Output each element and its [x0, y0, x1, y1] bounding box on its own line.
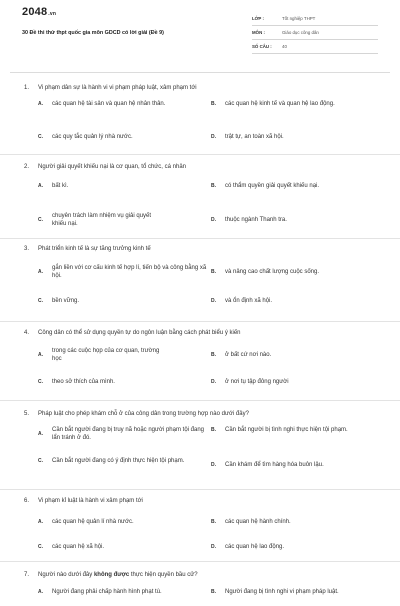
option-label: D.: [211, 134, 216, 140]
meta-row-class: [252, 12, 378, 26]
question-text-pre: Người nào dưới đây: [38, 572, 94, 578]
option-label: A.: [38, 183, 43, 189]
option-d[interactable]: [211, 378, 381, 386]
question-3: [0, 239, 400, 322]
option-label: D.: [211, 544, 216, 550]
question-list: [0, 78, 400, 606]
option-d[interactable]: [211, 297, 381, 305]
meta-key: SỐ CÂU :: [252, 44, 272, 49]
option-b[interactable]: [211, 100, 381, 108]
header-divider: [10, 72, 390, 73]
option-label: D.: [211, 462, 216, 468]
option-text: gắn liền với cơ cấu kinh tế hợp lí, tiến bộ và công bằng xã hội.: [52, 265, 207, 279]
option-text: có thẩm quyền giải quyết khiếu nại.: [225, 183, 320, 189]
question-text: Vi phạm dân sự là hành vi vi phạm pháp luật, xâm phạm tới: [38, 85, 197, 91]
question-number: 1.: [24, 85, 30, 91]
question-text: Vi phạm kỉ luật là hành vi xâm phạm tới: [38, 498, 143, 504]
option-text: trong các cuộc họp của cơ quan, trường học: [52, 348, 160, 362]
question-number: 7.: [24, 572, 30, 578]
option-a[interactable]: [38, 182, 208, 190]
option-text: và nâng cao chất lượng cuộc sống.: [225, 269, 320, 275]
option-label: A.: [38, 101, 43, 107]
option-c[interactable]: [38, 457, 210, 465]
document-header: [0, 0, 400, 68]
question-7: [0, 562, 400, 606]
option-text: các quy tắc quản lý nhà nước.: [52, 134, 133, 140]
option-label: D.: [211, 298, 216, 304]
option-text: Người đang bị tình nghi vi phạm pháp luật.: [225, 589, 339, 595]
option-label: A.: [38, 269, 43, 275]
option-label: B.: [211, 352, 216, 358]
question-text: Công dân có thể sử dụng quyền tự do ngôn luận bằng cách phát biểu ý kiến: [38, 330, 241, 336]
option-text: Cần khám để tìm hàng hóa buôn lậu.: [225, 462, 324, 468]
option-text: trật tự, an toàn xã hội.: [225, 134, 284, 140]
option-a[interactable]: [38, 588, 210, 596]
option-b[interactable]: [211, 518, 381, 526]
option-label: B.: [211, 427, 216, 433]
question-stem: [24, 571, 384, 579]
option-label: A.: [38, 352, 43, 358]
option-text: các quan hệ kinh tế và quan hệ lao động.: [225, 101, 335, 107]
option-label: B.: [211, 101, 216, 107]
option-text: các quan hệ quản lí nhà nước.: [52, 519, 134, 525]
option-a[interactable]: [38, 100, 208, 108]
option-text: Cần bắt người đang có ý định thực hiện tội phạm.: [52, 458, 185, 464]
option-b[interactable]: [211, 426, 386, 434]
question-2: [0, 155, 400, 239]
option-label: A.: [38, 519, 43, 525]
question-1: [0, 78, 400, 155]
option-text: các quan hệ xã hội.: [52, 544, 105, 550]
option-text: và ổn định xã hội.: [225, 298, 273, 304]
option-label: C.: [38, 379, 43, 385]
site-logo[interactable]: 2048.vn: [22, 6, 57, 18]
option-label: A.: [38, 589, 43, 595]
option-b[interactable]: [211, 268, 386, 276]
question-number: 3.: [24, 246, 30, 252]
document-title: 30 Đề thi thử thpt quốc gia môn GDCD có lời giải (Đề 9): [22, 30, 164, 36]
option-label: D.: [211, 379, 216, 385]
option-label: C.: [38, 458, 43, 464]
option-label: C.: [38, 298, 43, 304]
option-text: các quan hệ tài sản và quan hệ nhân thân.: [52, 101, 166, 107]
question-text-emphasis: không được: [93, 572, 130, 578]
option-c[interactable]: [38, 378, 208, 386]
option-text: Người đang phải chấp hành hình phạt tù.: [52, 589, 162, 595]
question-number: 2.: [24, 164, 30, 170]
option-a[interactable]: [38, 518, 208, 526]
option-text: thuộc ngành Thanh tra.: [225, 217, 287, 223]
option-label: C.: [38, 544, 43, 550]
option-text: bất kì.: [52, 183, 69, 189]
option-d[interactable]: [211, 216, 381, 224]
question-text: Người giải quyết khiếu nại là cơ quan, tổ chức, cá nhân: [38, 164, 186, 170]
option-text: Cần bắt người bị tình nghi thực hiện tội phạm.: [225, 427, 348, 433]
document-meta: [252, 12, 378, 54]
question-number: 4.: [24, 330, 30, 336]
option-text: các quan hệ lao động.: [225, 544, 285, 550]
option-b[interactable]: [211, 182, 386, 190]
meta-value: Tốt nghiệp THPT: [282, 16, 316, 21]
question-6: [0, 490, 400, 562]
meta-row-subject: [252, 26, 378, 40]
option-c[interactable]: [38, 212, 208, 228]
option-c[interactable]: [38, 133, 208, 141]
option-d[interactable]: [211, 461, 386, 469]
option-label: D.: [211, 217, 216, 223]
option-c[interactable]: [38, 297, 208, 305]
option-label: C.: [38, 217, 43, 223]
option-d[interactable]: [211, 543, 381, 551]
question-stem: [24, 84, 384, 92]
meta-row-count: [252, 40, 378, 54]
question-text: Pháp luật cho phép khám chỗ ở của công dân trong trường hợp nào dưới đây?: [38, 411, 249, 417]
meta-key: LỚP :: [252, 16, 264, 21]
option-text: ở nơi tụ tập đông người: [225, 379, 289, 385]
option-label: B.: [211, 183, 216, 189]
meta-value: 40: [282, 44, 287, 49]
option-text: ở bất cứ nơi nào.: [225, 352, 272, 358]
question-number: 6.: [24, 498, 30, 504]
option-text: bền vững.: [52, 298, 80, 304]
option-b[interactable]: [211, 588, 386, 596]
option-text: chuyên trách làm nhiệm vụ giải quyết khiếu nại.: [52, 213, 152, 227]
option-label: C.: [38, 134, 43, 140]
option-a[interactable]: [38, 347, 208, 363]
question-text: Phát triển kinh tế là sự tăng trưởng kinh tế: [38, 246, 151, 252]
option-label: B.: [211, 589, 216, 595]
question-4: [0, 322, 400, 401]
question-stem: [24, 410, 384, 418]
option-text: theo sở thích của mình.: [52, 379, 115, 385]
question-stem: [24, 329, 384, 337]
question-number: 5.: [24, 411, 30, 417]
option-b[interactable]: [211, 351, 381, 359]
question-stem: [24, 163, 384, 171]
meta-value: Giáo dục công dân: [282, 30, 319, 35]
option-c[interactable]: [38, 543, 208, 551]
option-label: A.: [38, 431, 43, 437]
question-stem: [24, 245, 384, 253]
question-stem: [24, 497, 384, 505]
option-a[interactable]: [38, 426, 210, 442]
option-text: các quan hệ hành chính.: [225, 519, 291, 525]
meta-key: MÔN :: [252, 30, 265, 35]
option-label: B.: [211, 269, 216, 275]
question-text-post: thực hiện quyền bầu cử?: [129, 572, 198, 578]
option-a[interactable]: [38, 264, 208, 280]
option-d[interactable]: [211, 133, 381, 141]
option-label: B.: [211, 519, 216, 525]
question-5: [0, 401, 400, 490]
option-text: Cần bắt người đang bị truy nã hoặc người phạm tội đang lẩn tránh ở đó.: [52, 427, 204, 441]
